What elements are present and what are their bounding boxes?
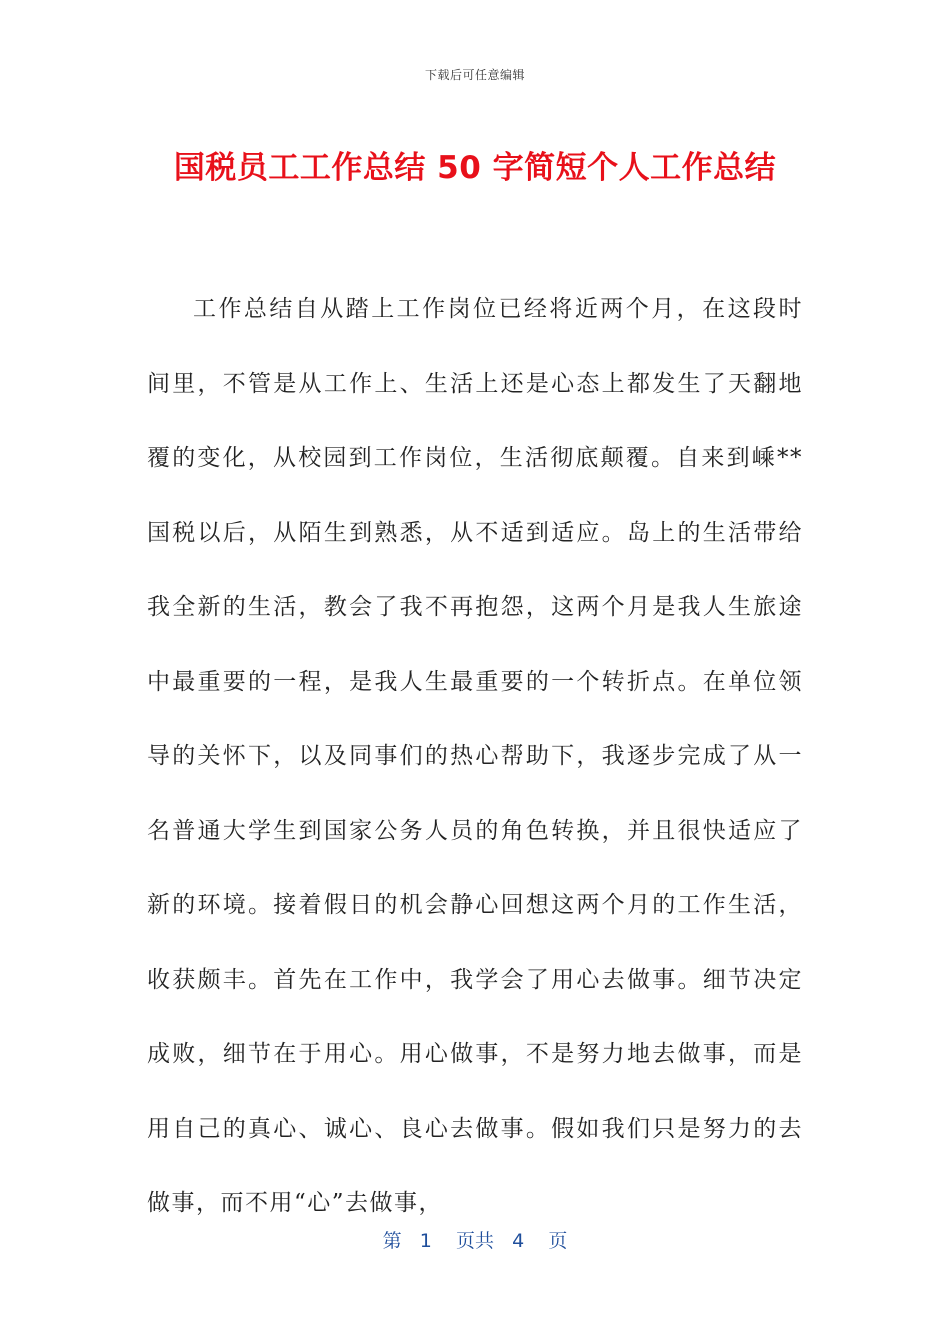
- footer-suffix: 页: [548, 1230, 568, 1252]
- footer-total-pages: 4: [512, 1230, 525, 1252]
- body-paragraph: 工作总结自从踏上工作岗位已经将近两个月，在这段时间里，不管是从工作上、生活上还是心态上都发生了天翻地覆的变化，从校园到工作岗位，生活彻底颠覆。自来到嵊**国税以后，从陌生到熟悉，从不适到适应。岛上的生活带给我全新的生活，教会了我不再抱怨，这两个月是我人生旅途中最重要的一程，是我人生最重要的一个转折点。在单位领导的关怀下，以及同事们的热心帮助下，我逐步完成了从一名普通大学生到国家公务人员的角色转换，并且很快适应了新的环境。接着假日的机会静心回想这两个月的工作生活，收获颇丰。首先在工作中，我学会了用心去做事。细节决定成败，细节在于用心。用心做事，不是努力地去做事，而是用自己的真心、诚心、良心去做事。假如我们只是努力的去做事，而不用“心”去做事，: [147, 296, 803, 1216]
- footer-page-number: 1: [419, 1230, 432, 1252]
- header-note: 下载后可任意编辑: [424, 68, 525, 82]
- footer-middle: 页共: [455, 1230, 494, 1252]
- page-footer: [0, 1226, 950, 1253]
- footer-prefix: 第: [382, 1230, 402, 1252]
- document-title: 国税员工工作总结 50 字简短个人工作总结: [173, 150, 777, 186]
